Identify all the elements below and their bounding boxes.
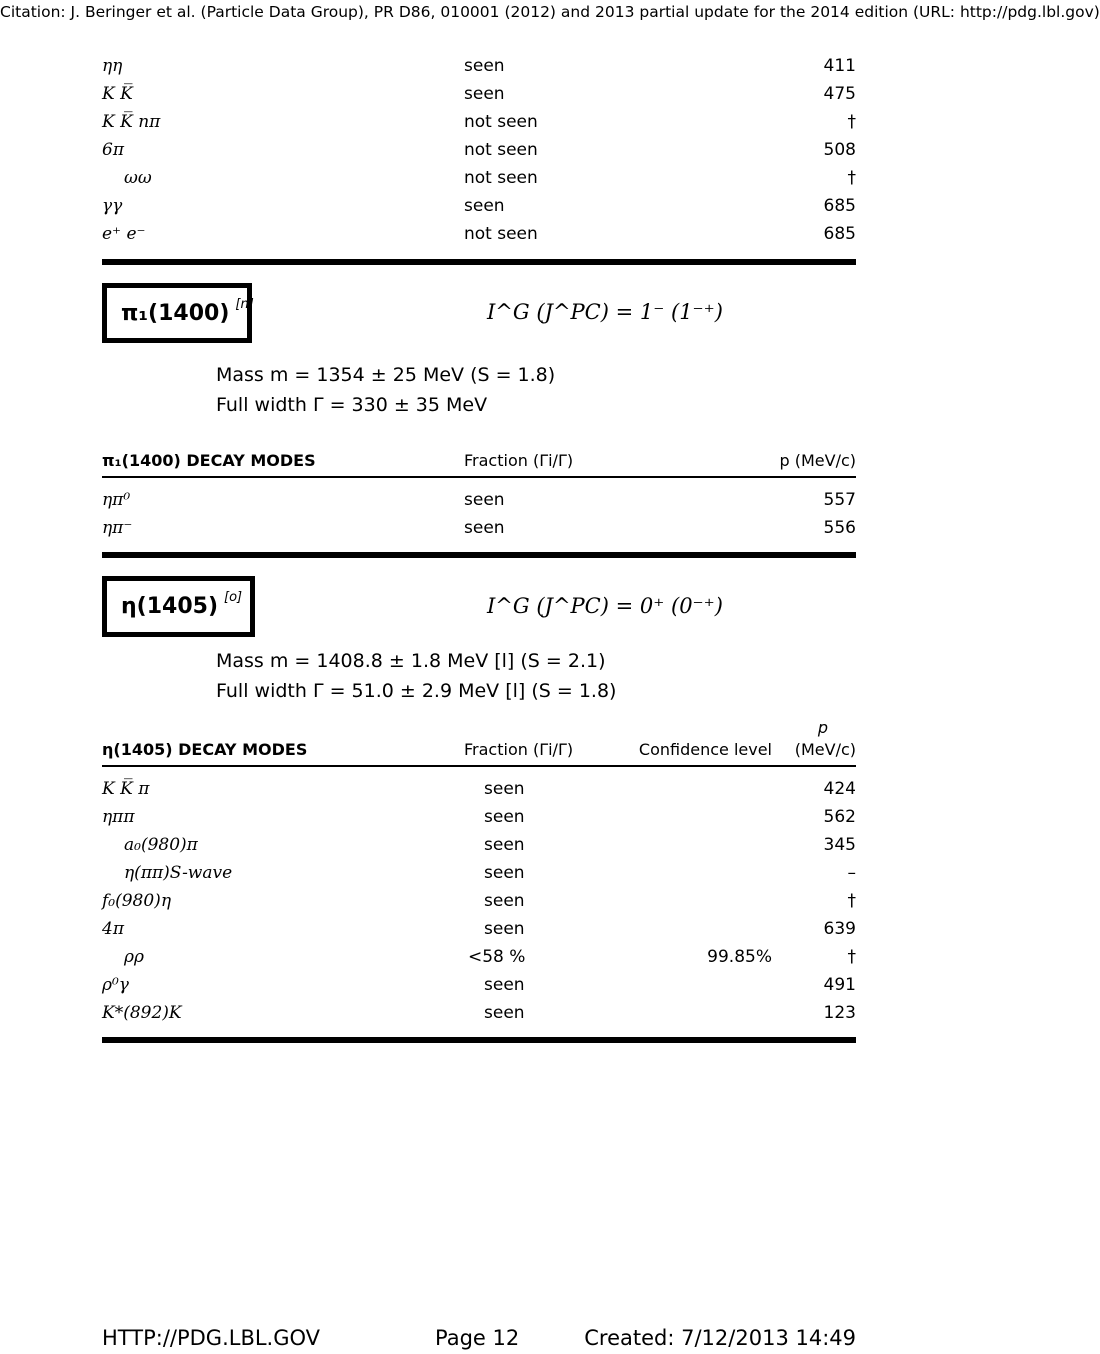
mode-fraction: not seen	[464, 224, 538, 244]
decay-table-header	[102, 716, 856, 764]
mode-momentum: 475	[823, 84, 856, 104]
mode-name: ηη	[102, 56, 123, 76]
table-row	[102, 112, 856, 136]
table-row	[102, 196, 856, 220]
mode-fraction: seen	[464, 56, 505, 76]
table-row	[102, 947, 856, 971]
mode-fraction: seen	[484, 975, 525, 995]
mode-fraction: seen	[484, 891, 525, 911]
table-row	[102, 919, 856, 943]
mode-momentum: †	[847, 168, 856, 188]
mode-name: K*(892)K	[102, 1003, 182, 1023]
table-row	[102, 140, 856, 164]
citation-line: Citation: J. Beringer et al. (Particle Data Group), PR D86, 010001 (2012) and 2013 partial update for the 2014 edition (URL: http://pdg.lbl.gov)	[0, 3, 1100, 21]
mode-momentum: †	[847, 947, 856, 967]
col-fraction: Fraction (Γi/Γ)	[464, 451, 574, 470]
col-momentum-top: p	[817, 718, 828, 737]
mode-name: ηππ	[102, 807, 135, 827]
table-row	[102, 224, 856, 248]
header-rule	[102, 765, 856, 767]
particle-title: π₁(1400)	[121, 300, 230, 326]
mode-confidence: 99.85%	[707, 947, 772, 967]
mass-line: Mass m = 1408.8 ± 1.8 MeV [l] (S = 2.1)	[216, 650, 606, 672]
table-row	[102, 835, 856, 859]
col-momentum: (MeV/c)	[794, 740, 856, 759]
table-row	[102, 891, 856, 915]
table-row	[102, 84, 856, 108]
mode-momentum: 345	[823, 835, 856, 855]
header-rule	[102, 476, 856, 478]
mode-momentum: †	[847, 112, 856, 132]
mode-momentum: 508	[823, 140, 856, 160]
mode-name: K K̅	[102, 84, 133, 104]
mode-momentum: 424	[823, 779, 856, 799]
mode-fraction: seen	[464, 518, 505, 538]
mode-name: K K̅ π	[102, 779, 150, 799]
mode-fraction: not seen	[464, 168, 538, 188]
mode-momentum: 491	[823, 975, 856, 995]
mode-name: 6π	[102, 140, 124, 160]
mode-name: K K̅ nπ	[102, 112, 161, 132]
mode-fraction: seen	[484, 863, 525, 883]
table-row	[102, 168, 856, 192]
eta-title-box	[102, 576, 255, 637]
mode-fraction: not seen	[464, 140, 538, 160]
mode-fraction: seen	[464, 490, 505, 510]
mode-fraction: seen	[484, 835, 525, 855]
col-confidence: Confidence level	[638, 740, 772, 759]
decay-table-title: π₁(1400) DECAY MODES	[102, 451, 316, 470]
decay-table-title: η(1405) DECAY MODES	[102, 740, 308, 759]
mass-line: Mass m = 1354 ± 25 MeV (S = 1.8)	[216, 364, 556, 386]
footer-page: Page 12	[435, 1326, 520, 1350]
mode-name: η(ππ)S-wave	[124, 863, 233, 883]
pi1-title-box	[102, 283, 252, 343]
mode-momentum: –	[847, 863, 856, 883]
quantum-numbers: I^G (J^PC) = 1⁻ (1⁻⁺)	[487, 300, 723, 324]
col-momentum: p (MeV/c)	[779, 451, 856, 470]
mode-name: ρ⁰γ	[102, 975, 129, 995]
mode-fraction: seen	[484, 919, 525, 939]
mode-momentum: 411	[823, 56, 856, 76]
table-row	[102, 863, 856, 887]
width-line: Full width Γ = 330 ± 35 MeV	[216, 394, 488, 416]
mode-name: γγ	[102, 196, 123, 216]
section-rule	[102, 259, 856, 265]
mode-fraction: <58 %	[468, 947, 526, 967]
mode-fraction: seen	[484, 1003, 525, 1023]
mode-name: ηπ⁰	[102, 490, 131, 510]
mode-fraction: seen	[464, 196, 505, 216]
footer-url: HTTP://PDG.LBL.GOV	[102, 1326, 321, 1350]
mode-fraction: not seen	[464, 112, 538, 132]
section-rule	[102, 552, 856, 558]
width-line: Full width Γ = 51.0 ± 2.9 MeV [l] (S = 1.8)	[216, 680, 617, 702]
table-row	[102, 490, 856, 514]
mode-momentum: 123	[823, 1003, 856, 1023]
decay-table-header	[102, 451, 856, 475]
table-row	[102, 1003, 856, 1027]
table-row	[102, 779, 856, 803]
table-row	[102, 56, 856, 80]
mode-name: ηπ⁻	[102, 518, 133, 538]
mode-momentum: 685	[823, 196, 856, 216]
mode-momentum: 562	[823, 807, 856, 827]
mode-momentum: 557	[823, 490, 856, 510]
mode-momentum: †	[847, 891, 856, 911]
mode-name: f₀(980)η	[102, 891, 172, 911]
particle-title: η(1405)	[121, 594, 219, 619]
mode-name: ρρ	[124, 947, 144, 967]
table-row	[102, 975, 856, 999]
mode-fraction: seen	[484, 807, 525, 827]
mode-name: 4π	[102, 919, 124, 939]
mode-fraction: seen	[484, 779, 525, 799]
footnote-ref: [o]	[224, 590, 243, 605]
table-row	[102, 807, 856, 831]
mode-name: ωω	[124, 168, 152, 188]
mode-momentum: 556	[823, 518, 856, 538]
col-fraction: Fraction (Γi/Γ)	[464, 740, 574, 759]
mode-fraction: seen	[464, 84, 505, 104]
footer-created: Created: 7/12/2013 14:49	[584, 1326, 856, 1350]
mode-momentum: 639	[823, 919, 856, 939]
section-rule	[102, 1037, 856, 1043]
quantum-numbers: I^G (J^PC) = 0⁺ (0⁻⁺)	[487, 594, 723, 618]
footnote-ref: [n]	[235, 296, 254, 312]
mode-name: a₀(980)π	[124, 835, 198, 855]
table-row	[102, 518, 856, 542]
mode-momentum: 685	[823, 224, 856, 244]
mode-name: e⁺ e⁻	[102, 224, 146, 244]
